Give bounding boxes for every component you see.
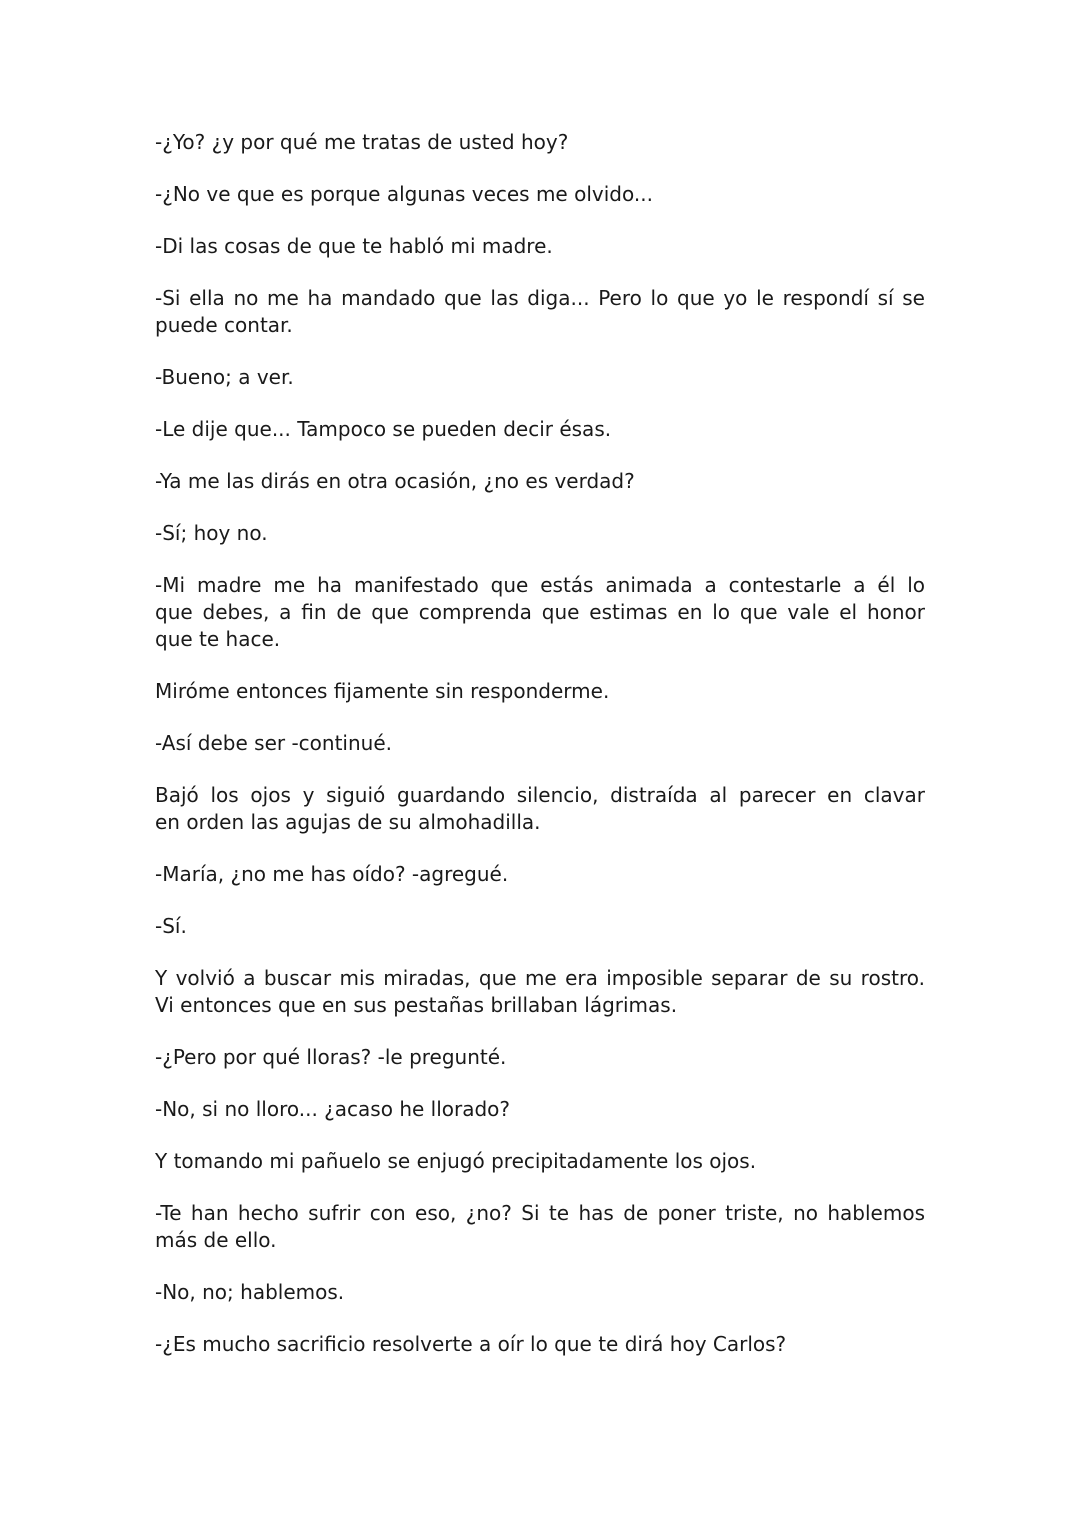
paragraph [155,730,925,757]
paragraph [155,129,925,156]
text-line: Y volvió a buscar mis miradas, que me era imposible separar de su rostro. [155,966,925,990]
paragraph [155,965,925,1019]
text-line: Miróme entonces fijamente sin responderme. [155,679,610,703]
paragraph [155,782,925,836]
text-line: -Si ella no me ha mandado que las diga... Pero lo que yo le respondí sí se [155,286,925,310]
text-line: -Bueno; a ver. [155,365,294,389]
text-line: -Di las cosas de que te habló mi madre. [155,234,553,258]
text-line: -¿No ve que es porque algunas veces me olvido... [155,182,653,206]
paragraph [155,1148,925,1175]
paragraph [155,520,925,547]
text-line: Bajó los ojos y siguió guardando silencio, distraída al parecer en clavar [155,783,925,807]
text-line: Y tomando mi pañuelo se enjugó precipitadamente los ojos. [155,1149,757,1173]
text-line: más de ello. [155,1228,277,1252]
text-line: -Ya me las dirás en otra ocasión, ¿no es verdad? [155,469,635,493]
text-line: que debes, a fin de que comprenda que estimas en lo que vale el honor [155,600,925,624]
paragraph [155,416,925,443]
paragraph [155,364,925,391]
text-line: que te hace. [155,627,281,651]
text-line: -Le dije que... Tampoco se pueden decir ésas. [155,417,612,441]
text-line: -¿Pero por qué lloras? -le pregunté. [155,1045,507,1069]
text-line: -Sí; hoy no. [155,521,268,545]
paragraph [155,572,925,653]
text-line: -Así debe ser -continué. [155,731,392,755]
text-line: -Mi madre me ha manifestado que estás animada a contestarle a él lo [155,573,925,597]
text-line: -Te han hecho sufrir con eso, ¿no? Si te has de poner triste, no hablemos [155,1201,925,1225]
text-line: en orden las agujas de su almohadilla. [155,810,541,834]
paragraph [155,233,925,260]
paragraph [155,861,925,888]
text-line: -¿Yo? ¿y por qué me tratas de usted hoy? [155,130,569,154]
text-line: puede contar. [155,313,293,337]
paragraph [155,1331,925,1358]
text-line: -¿Es mucho sacrificio resolverte a oír lo que te dirá hoy Carlos? [155,1332,787,1356]
paragraph [155,913,925,940]
paragraph [155,1096,925,1123]
paragraph [155,181,925,208]
text-line: -No, si no lloro... ¿acaso he llorado? [155,1097,511,1121]
text-line: -María, ¿no me has oído? -agregué. [155,862,509,886]
document-page [155,129,925,1383]
paragraph [155,1044,925,1071]
text-line: Vi entonces que en sus pestañas brillaban lágrimas. [155,993,678,1017]
paragraph [155,1279,925,1306]
text-line: -No, no; hablemos. [155,1280,345,1304]
paragraph [155,1200,925,1254]
text-line: -Sí. [155,914,187,938]
paragraph [155,678,925,705]
paragraph [155,468,925,495]
paragraph [155,285,925,339]
